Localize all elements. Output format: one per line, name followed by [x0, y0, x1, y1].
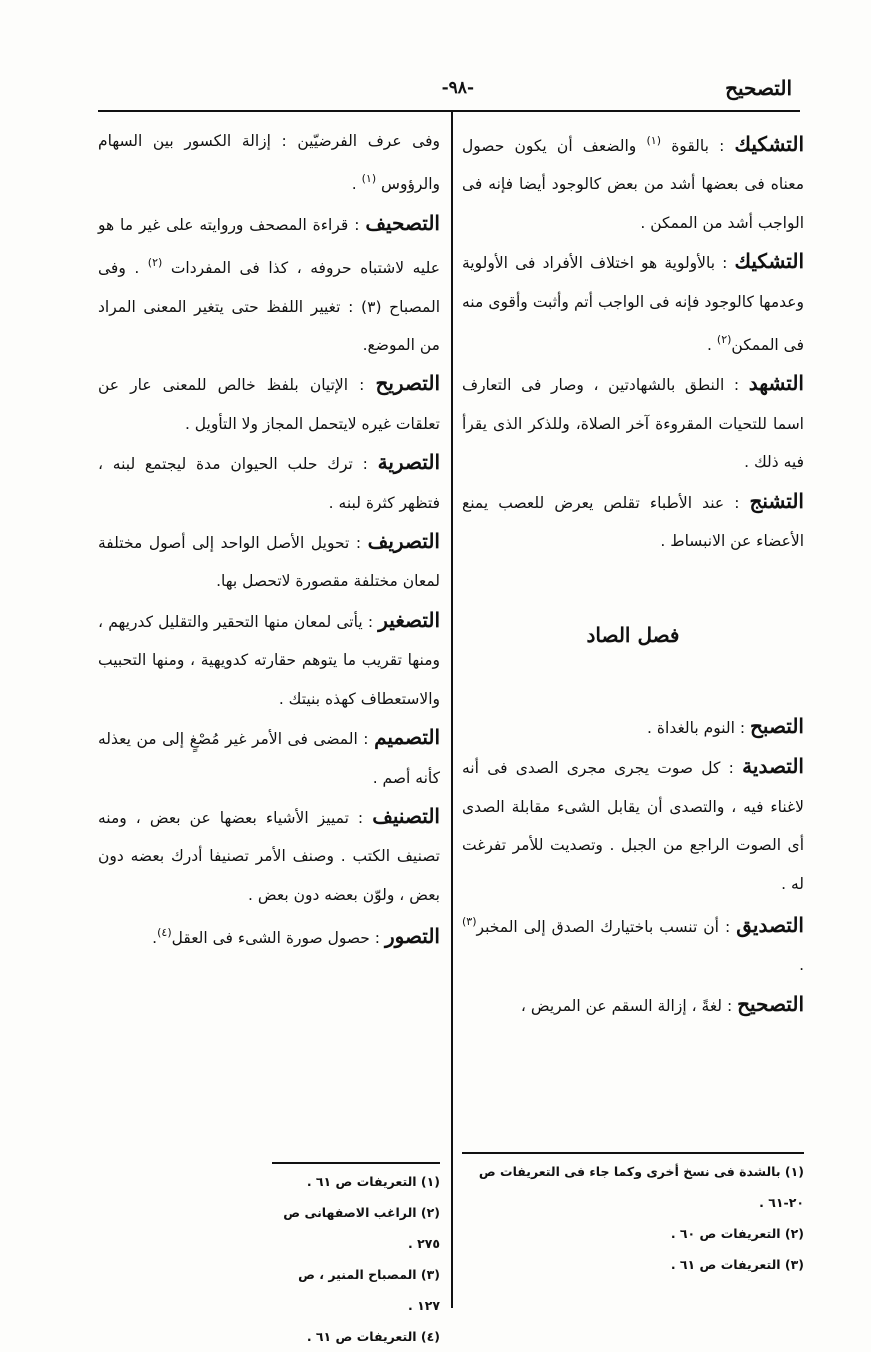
- entry-term: التشكيك: [734, 249, 804, 274]
- entry: [98, 718, 440, 797]
- entry-term: التصريح: [375, 371, 440, 396]
- entry-text: .: [799, 956, 804, 975]
- footnotes-right: [462, 1152, 804, 1280]
- entry-text: : المضى فى الأمر غير مُصْغٍ إلى من يعذله كأنه أصم .: [98, 730, 440, 787]
- column-divider: [451, 112, 453, 1308]
- entry-text: : أن تنسب باختيارك الصدق إلى المخبر: [476, 917, 731, 936]
- entry-text: وفى عرف الفرضيّين : إزالة الكسور بين السهام والرؤوس: [98, 132, 440, 194]
- entry-term: التشنج: [749, 488, 804, 513]
- entry: [98, 364, 440, 443]
- entry-term: التشهد: [748, 371, 804, 396]
- footnote-ref: (٣): [462, 914, 477, 928]
- page-number: -٩٨-: [441, 78, 474, 98]
- entry-term: التصديق: [736, 912, 804, 937]
- entry-text: : بالقوة: [661, 137, 725, 155]
- entry-text: : تحويل الأصل الواحد إلى أصول مختلفة لمعان مختلفة مقصورة لاتحصل بها.: [98, 534, 440, 591]
- entry-text: : النوم بالغداة .: [647, 718, 746, 737]
- entry-text: .: [707, 336, 717, 355]
- entry-term: التصغير: [378, 607, 440, 632]
- footnote: (٢) التعريفات ص ٦٠ .: [670, 1226, 804, 1241]
- entry: [462, 707, 804, 747]
- entry-term: التشكيك: [734, 132, 804, 156]
- entry-term: التصحيف: [365, 210, 440, 235]
- entry-term: التصنيف: [372, 803, 440, 828]
- entry-text: : الإتيان بلفظ خالص للمعنى عار عن تعلقات غيره لايتحمل المجاز ولا التأويل .: [98, 376, 440, 433]
- footnote: (٢) الراغب الاصفهانى ص ٢٧٥ .: [283, 1205, 440, 1251]
- entry-term: التصرية: [377, 450, 440, 475]
- header-rule: [98, 110, 800, 112]
- footnote-ref: (٢): [716, 333, 732, 347]
- entry-text: : يأتى لمعان منها التحقير والتقليل كدريهم ، ومنها تقريب ما يتوهم حقارته كدويهية ، ومنها التحبيب والاستعطاف كهذه بنيتك .: [98, 612, 440, 708]
- entry: [98, 204, 440, 365]
- entry: [98, 601, 440, 718]
- page-header: [98, 74, 792, 114]
- entry-text: .: [351, 175, 362, 194]
- entry-text: : لغةً ، إزالة السقم عن المريض ،: [520, 996, 733, 1015]
- footnote: (٣) التعريفات ص ٦١ .: [670, 1257, 804, 1272]
- section-title: فصل الصاد: [586, 623, 680, 648]
- running-title: التصحيح: [725, 76, 792, 100]
- footnote-ref: (١): [361, 172, 377, 186]
- entry: [98, 122, 440, 204]
- entry: [98, 522, 440, 601]
- entry-text: : النطق بالشهادتين ، وصار فى التعارف اسما للتحيات المقروءة آخر الصلاة، وللذكر الذى يقرأ فيه ذلك .: [462, 376, 804, 472]
- entry-text: والضعف أن يكون حصول معناه فى بعضها أشد من بعض كالوجود أيضا فإنه فى الواجب أشد من الممكن .: [462, 137, 804, 232]
- right-column: [462, 122, 804, 1025]
- entry-term: التصدية: [742, 754, 804, 779]
- entry-text: : تمييز الأشياء بعضها عن بعض ، ومنه تصنيف الكتب . وصنف الأمر تصنيفا أدرك بعضه دون بعض ، ولوّن بعضه دون بعض .: [98, 808, 440, 904]
- footnote-ref: (١): [646, 134, 661, 147]
- entry: [462, 364, 804, 481]
- footnote-ref: (٢): [147, 256, 163, 270]
- entry-text: : ترك حلب الحيوان مدة ليجتمع لبنه ، فتظهر كثرة لبنه .: [98, 455, 440, 512]
- footnotes-left: [272, 1162, 440, 1352]
- entry: [462, 985, 804, 1025]
- footnote: (٣) المصباح المنير ، ص ١٢٧ .: [298, 1267, 440, 1313]
- entry: [462, 482, 804, 561]
- entry: [98, 443, 440, 522]
- footnote: (١) التعريفات ص ٦١ .: [306, 1174, 440, 1189]
- footnote-ref: (٤): [157, 926, 172, 940]
- entry-text: .: [152, 929, 158, 948]
- entry-term: التصبح: [750, 713, 804, 738]
- entry: [462, 242, 804, 364]
- entry-text: : بالأولوية هو اختلاف الأفراد فى الأولوية وعدمها كالوجود فإنه فى الواجب أتم وأثبت وأقوى منه فى الممكن: [462, 254, 804, 355]
- entry: [462, 747, 804, 903]
- entry-text: : كل صوت يجرى مجرى الصدى فى أنه لاغناء فيه ، والتصدى أن يقابل الشىء مقابلة الصدى أى الصوت الراجع من الجبل . وتصديت للأمر تفرغت له .: [462, 759, 804, 893]
- footnote: (٤) التعريفات ص ٦١ .: [306, 1329, 440, 1344]
- entry: [98, 797, 440, 914]
- entry-term: التصور: [384, 924, 440, 949]
- footnote: (١) بالشدة فى نسخ أخرى وكما جاء فى التعريفات ص ٢٠-٦١ .: [478, 1164, 804, 1210]
- entry-term: التصميم: [374, 725, 440, 750]
- entry-text: : عند الأطباء تقلص يعرض للعصب يمنع الأعضاء عن الانبساط .: [462, 493, 804, 551]
- entry-term: التصريف: [367, 529, 440, 554]
- entry-term: التصحيح: [737, 991, 804, 1016]
- entry: [98, 914, 440, 957]
- left-column: [98, 122, 440, 958]
- entry-text: : حصول صورة الشىء فى العقل: [171, 929, 381, 948]
- entry-text: . وفى المصباح (٣) : تغيير اللفظ حتى يتغير المعنى المراد من الموضع.: [98, 259, 440, 355]
- entry: [462, 903, 804, 985]
- entry: [462, 122, 804, 242]
- entry-text: : قراءة المصحف وروايته على غير ما هو عليه لاشتباه حروفه ، كذا فى المفردات: [98, 215, 440, 278]
